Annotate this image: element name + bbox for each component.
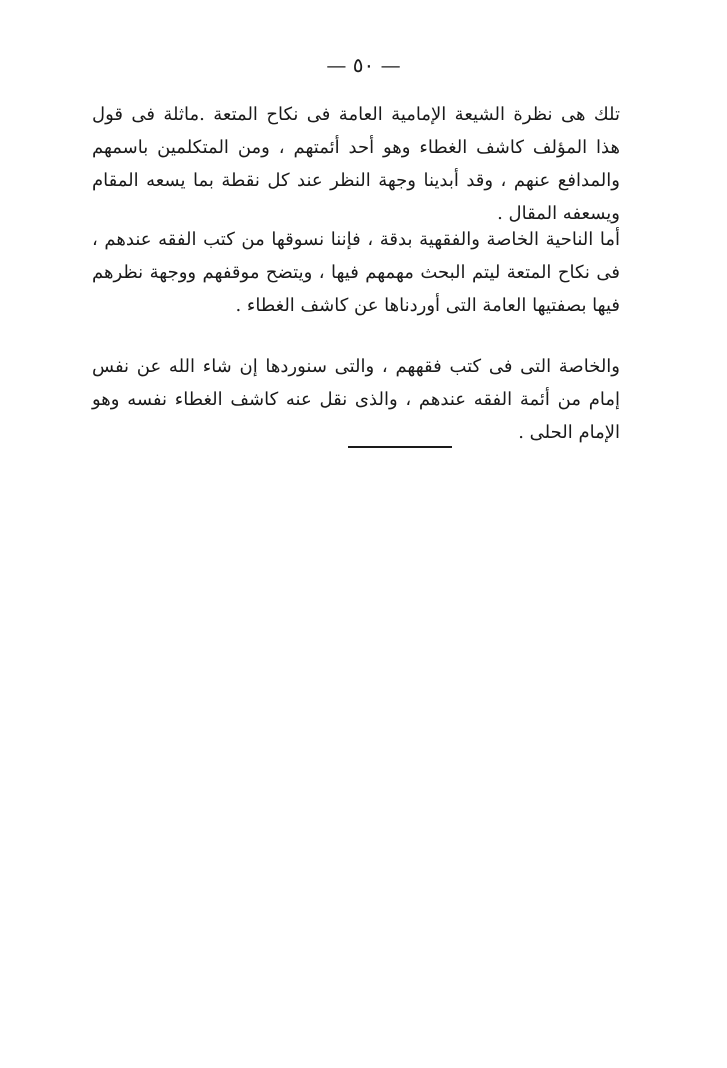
end-divider [348, 446, 452, 448]
paragraph-2: أما الناحية الخاصة والفقهية بدقة ، فإننا نسوقها من كتب الفقه عندهم ، فى نكاح المتعة ليتم البحث مهمهم فيها ، ويتضح موقفهم ووجهة نظرهم فيها بصفتيها العامة التى أوردناها عن كاشف الغطاء . [92, 229, 620, 316]
paragraph-1: تلك هى نظرة الشيعة الإمامية العامة فى نكاح المتعة .ماثلة فى قول هذا المؤلف كاشف الغطاء وهو أحد أئمتهم ، ومن المتكلمين باسمهم والمدافع عنهم ، وقد أبدينا وجهة النظر عند كل نقطة بما يسعه المقام ويسعفه المقال . [92, 104, 620, 224]
page-number: — ٥٠ — [326, 53, 401, 77]
paragraph-3: والخاصة التى فى كتب فقههم ، والتى سنوردها إن شاء الله عن نفس إمام من أئمة الفقه عندهم ، والذى نقل عنه كاشف الغطاء نفسه وهو الإمام الحلى . [92, 356, 620, 443]
